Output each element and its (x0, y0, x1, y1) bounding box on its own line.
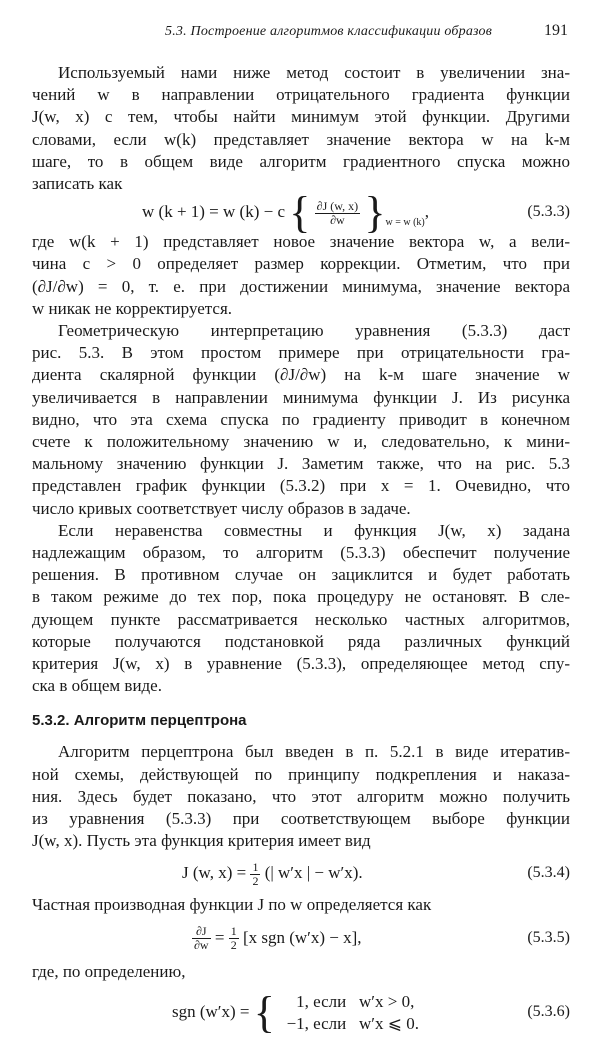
fraction-denominator: ∂w (330, 212, 345, 227)
text-line: где w(k + 1) представляет новое значение вектора w, а вели- (32, 232, 570, 252)
eq-fraction (250, 861, 260, 888)
case-value: 1, (296, 991, 309, 1011)
eq-lhs: sgn (w′x) = (172, 1001, 250, 1021)
fraction-denominator: 2 (230, 938, 237, 953)
case-condition: если w′x ⩽ 0. (313, 1013, 419, 1033)
eq-rhs: (| w′x | − w′x). (264, 863, 363, 883)
fraction-numerator: ∂J (w, x) (316, 198, 359, 213)
text-line: в таком режиме до тех пор, пока процедуру не остановят. В сле- (32, 587, 570, 607)
text-line: Геометрическую интерпретацию уравнения (5.3.3) даст (58, 321, 570, 340)
text-line: (∂J/∂w) = 0, т. е. при достижении минимума, значение вектора (32, 276, 570, 296)
equation-number: (5.3.3) (527, 203, 570, 221)
fraction-numerator: 1 (230, 924, 237, 939)
text-line: которые получаются подстановкой ряда различных функций (32, 631, 570, 651)
case-condition: если w′x > 0, (313, 991, 415, 1011)
text-line: рис. 5.3. В этом простом примере при отрицательности гра- (32, 343, 570, 363)
text-line: w никак не корректируется. (32, 298, 233, 318)
fraction-numerator: ∂J (192, 925, 211, 939)
running-header (0, 22, 600, 46)
eq-fraction (229, 925, 239, 952)
fraction-denominator: ∂w (194, 938, 209, 953)
equation-5-3-6: sgn (w′x) = { 1, если w′x > 0, −1, если w′x ⩽ 0. (5.3.6) (172, 987, 570, 1037)
text-line: счете к положительному значению w и, следовательно, к мини- (32, 432, 570, 451)
page-number: 191 (544, 22, 568, 39)
text-line: дующем пункте рассматривается несколько частных алгоритмов, (32, 609, 570, 629)
text-line: из уравнения (5.3.3) при соответствующем выборе функции (32, 809, 570, 828)
text-line: J(w, x). Пусть эта функция критерия имеет вид (32, 831, 371, 851)
equation-5-3-4 (32, 858, 570, 892)
eq-subscript: w = w (k) (385, 217, 425, 229)
text-line: J(w, x) с тем, чтобы найти минимум этой функции. Другими (32, 107, 570, 127)
equation-number: (5.3.5) (527, 928, 570, 946)
text-line: Частная производная функции J по w определяется как (32, 895, 432, 915)
section-heading: 5.3.2. Алгоритм перцептрона (32, 712, 247, 730)
text-line: увеличивается в направлении минимума функции J. Из рисунка (32, 387, 570, 407)
case-value: −1, (286, 1013, 309, 1033)
fraction-denominator: 2 (252, 873, 259, 888)
equation-5-3-5 (32, 923, 570, 957)
text-line: надлежащим образом, то алгоритм (5.3.3) обеспечит получение (32, 543, 570, 562)
text-line: критерия J(w, x) в уравнение (5.3.3), определяющее метод спу- (32, 654, 570, 673)
eq-fraction (315, 200, 360, 227)
eq-rhs: [x sgn (w′x) − x], (242, 927, 362, 947)
text-line: ной схемы, действующей по принципу подкрепления и наказа- (32, 764, 570, 784)
equation-5-3-3: w (k + 1) = w (k) − c { $\frac{\partial J (w, x)}{\partial w}$ }$_{w = w (k)}$, (5.3.3) (142, 188, 570, 238)
text-line: представлен график функции (5.3.2) при x = 1. Очевидно, что (32, 476, 570, 496)
text-line: Алгоритм перцептрона был введен в п. 5.2.1 в виде итератив- (58, 742, 570, 762)
text-line: где, по определению, (32, 961, 186, 981)
text-line: шаге, то в общем виде алгоритм градиентного спуска можно (32, 151, 570, 171)
text-line: словами, если w(k) представляет значение вектора w на k-м (32, 129, 570, 149)
text-line: число кривых соответствует числу образов в задаче. (32, 498, 411, 518)
text-line: Если неравенства совместны и функция J(w, x) задана (58, 520, 570, 540)
text-line: записать как (32, 174, 123, 193)
fraction-numerator: 1 (252, 859, 259, 874)
eq-lhs: w (k + 1) = w (k) − c (142, 202, 286, 222)
text-line: чений w в направлении отрицательного градиента функции (32, 85, 570, 105)
eq-equals: = (214, 927, 225, 947)
eq-cases (275, 991, 419, 1035)
running-header-title: 5.3. Построение алгоритмов классификации образов (165, 24, 492, 39)
text-line: видно, что эта схема спуска по градиенту приводит в конечном (32, 409, 570, 429)
text-line: решения. В противном случае он зациклится и будет работать (32, 565, 570, 585)
text-line: Используемый нами ниже метод состоит в увеличении зна- (58, 63, 570, 82)
text-line: ска в общем виде. (32, 676, 162, 696)
eq-lhs: J (w, x) = (182, 863, 247, 883)
eq-tail: , (424, 202, 429, 222)
text-line: диента скалярной функции (∂J/∂w) на k-м шаге значение w (32, 365, 570, 385)
text-line: чина c > 0 определяет размер коррекции. Отметим, что при (32, 254, 570, 274)
eq-fraction (192, 925, 211, 952)
text-line: ния. Здесь будет показано, что этот алгоритм можно получить (32, 786, 570, 806)
text-line: мальному значению функции J. Заметим также, что на рис. 5.3 (32, 454, 570, 474)
equation-number: (5.3.6) (527, 1002, 570, 1020)
equation-number: (5.3.4) (527, 864, 570, 882)
